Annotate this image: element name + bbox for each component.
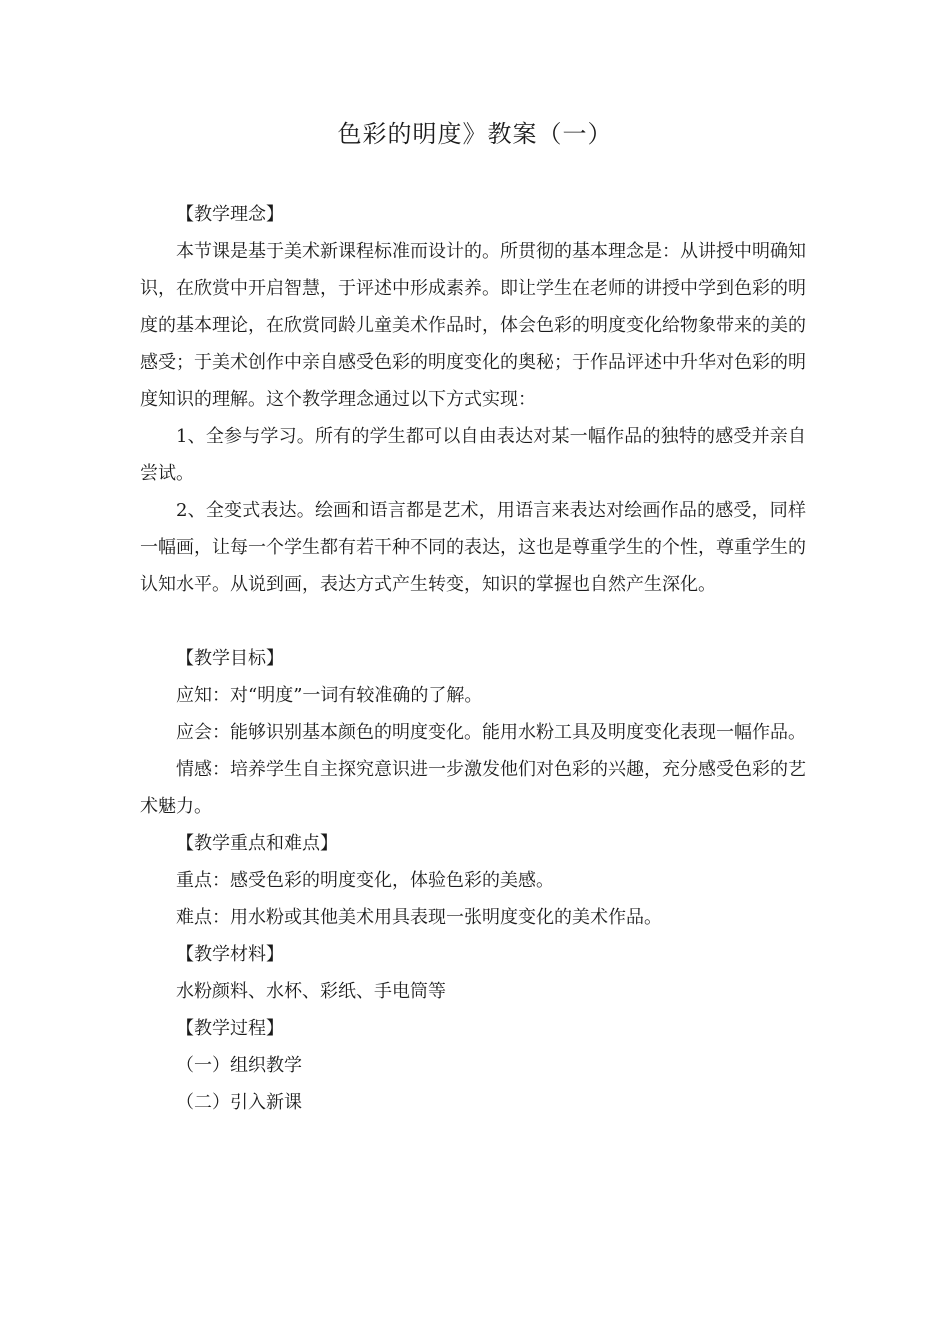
materials-list: 水粉颜料、水杯、彩纸、手电筒等 [176, 981, 446, 1002]
goal-emotion: 情感：培养学生自主探究意识进一步激发他们对色彩的兴趣，充分感受色彩的艺术魅力。 [140, 759, 806, 817]
section-heading-goals: 【教学目标】 [176, 648, 284, 669]
document-title: 色彩的明度》教案（一） [337, 120, 613, 148]
philosophy-paragraph-3: 2、全变式表达。绘画和语言都是艺术，用语言来表达对绘画作品的感受，同样一幅画，让每一个学生都有若干种不同的表达，这也是尊重学生的个性，尊重学生的认知水平。从说到画，表达方式产生转变，知识的掌握也自然产生深化。 [140, 500, 806, 595]
goal-know: 应知：对“明度”一词有较准确的了解。 [176, 685, 483, 706]
philosophy-paragraph-2: 1、全参与学习。所有的学生都可以自由表达对某一幅作品的独特的感受并亲自尝试。 [140, 426, 806, 484]
spacer [140, 603, 806, 640]
process-step-2: （二）引入新课 [176, 1092, 302, 1113]
section-heading-process: 【教学过程】 [176, 1018, 284, 1039]
section-heading-keypoints: 【教学重点和难点】 [176, 833, 338, 854]
process-step-1: （一）组织教学 [176, 1055, 302, 1076]
document-body [140, 196, 806, 1121]
keypoint-key: 重点：感受色彩的明度变化，体验色彩的美感。 [176, 870, 554, 891]
philosophy-paragraph-1: 本节课是基于美术新课程标准而设计的。所贯彻的基本理念是：从讲授中明确知识，在欣赏中开启智慧，于评述中形成素养。即让学生在老师的讲授中学到色彩的明度的基本理论，在欣赏同龄儿童美术作品时，体会色彩的明度变化给物象带来的美的感受；于美术创作中亲自感受色彩的明度变化的奥秘；于作品评述中升华对色彩的明度知识的理解。这个教学理念通过以下方式实现： [140, 241, 806, 410]
keypoint-difficulty: 难点：用水粉或其他美术用具表现一张明度变化的美术作品。 [176, 907, 662, 928]
goal-skill: 应会：能够识别基本颜色的明度变化。能用水粉工具及明度变化表现一幅作品。 [176, 722, 806, 743]
section-heading-materials: 【教学材料】 [176, 944, 284, 965]
section-heading-philosophy: 【教学理念】 [176, 204, 284, 225]
